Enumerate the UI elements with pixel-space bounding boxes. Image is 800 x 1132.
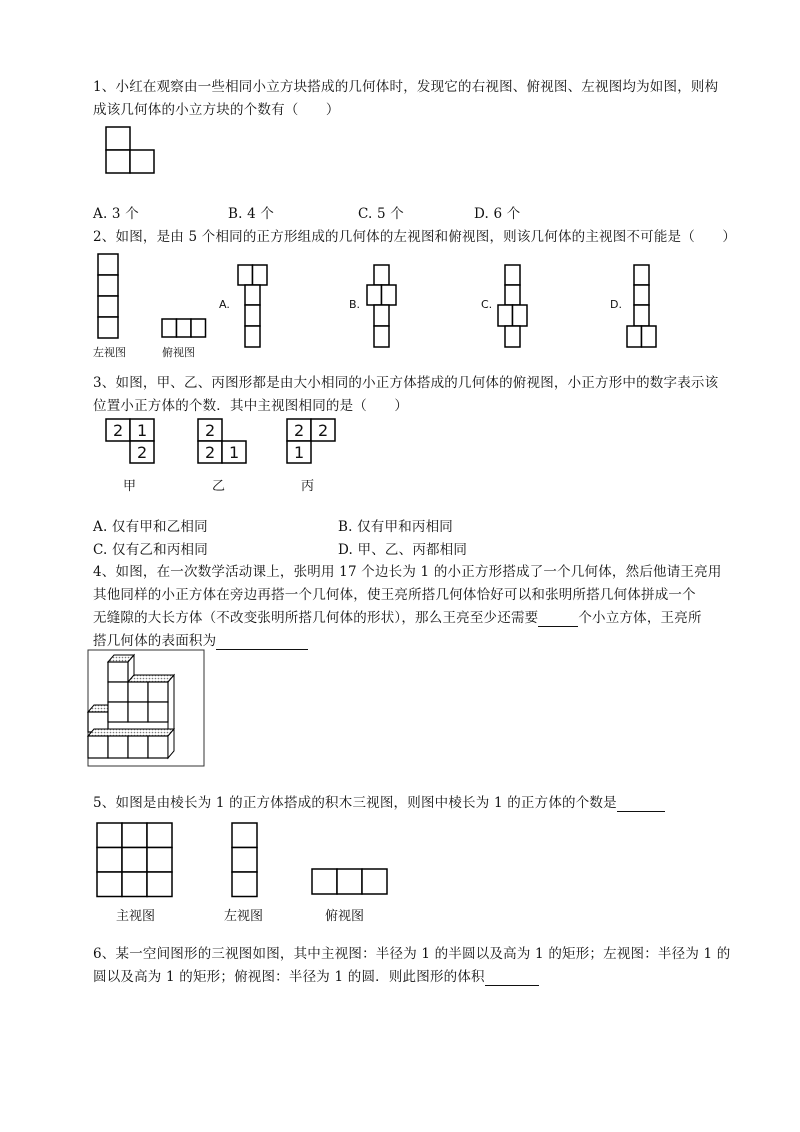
- q1-option-a: A. 3 个: [93, 206, 139, 222]
- q1-option-b: B. 4 个: [228, 206, 275, 222]
- q4-text-line1: 4、如图，在一次数学活动课上，张明用 17 个边长为 1 的小正方形搭成了一个几何体，然后他请王亮用: [93, 564, 722, 580]
- q5-top-view: [311, 868, 389, 896]
- q4-text-line4: [93, 632, 308, 650]
- q3-bing-label: 丙: [301, 479, 315, 494]
- q2-option-d-label: D.: [610, 298, 622, 311]
- q2-option-c-label: C.: [481, 298, 493, 311]
- q5-answer-blank[interactable]: [617, 797, 665, 812]
- q6-text-line2: [93, 968, 539, 986]
- q5-text-line1-start: 5、如图是由棱长为 1 的正方体搭成的积木三视图，则图中棱长为 1 的正方体的个数是: [93, 795, 617, 811]
- q6-text-line2-start: 圆以及高为 1 的矩形；俯视图：半径为 1 的圆．则此图形的体积: [93, 969, 485, 985]
- q1-option-d: D. 6 个: [474, 206, 521, 222]
- q1-view-figure: [105, 126, 157, 174]
- q3-jia-n2: 1: [137, 421, 148, 440]
- q3-option-a: A. 仅有甲和乙相同: [93, 519, 208, 535]
- q3-yi-n1: 2: [205, 421, 216, 440]
- q5-left-view-label: 左视图: [224, 909, 264, 924]
- q3-option-d: D. 甲、乙、丙都相同: [338, 542, 468, 558]
- q4-answer-blank-count[interactable]: [538, 612, 578, 627]
- q3-text-line1: 3、如图，甲、乙、丙图形都是由大小相同的小正方体搭成的几何体的俯视图，小正方形中的数字表示该: [93, 375, 719, 391]
- q2-left-view: [97, 253, 119, 339]
- q5-top-view-label: 俯视图: [325, 909, 365, 924]
- q1-text-line1: 1、小红在观察由一些相同小立方块搭成的几何体时，发现它的右视图、俯视图、左视图均为如图，则构: [93, 79, 719, 95]
- q2-left-view-label: 左视图: [93, 346, 126, 359]
- q2-text-line1: 2、如图，是由 5 个相同的正方形组成的几何体的左视图和俯视图，则该几何体的主视图不可能是（ ）: [93, 229, 737, 245]
- q4-text-line4-start: 搭几何体的表面积为: [93, 633, 217, 649]
- q3-bing-n1: 2: [294, 421, 305, 440]
- q2-option-c-figure: [497, 264, 529, 348]
- q4-text-line3: [93, 609, 702, 627]
- q3-text-line2: 位置小正方体的个数．其中主视图相同的是（ ）: [93, 398, 409, 414]
- q4-cube-stack-figure: [88, 650, 204, 766]
- q3-yi-n3: 1: [229, 443, 240, 462]
- q2-top-view: [161, 318, 207, 338]
- q2-option-b-label: B.: [349, 298, 361, 311]
- q3-option-c: C. 仅有乙和丙相同: [93, 542, 208, 558]
- q5-front-view: [96, 822, 174, 898]
- q3-yi-n2: 2: [205, 443, 216, 462]
- q5-text-line1: [93, 794, 665, 812]
- q3-bing-n2: 2: [318, 421, 329, 440]
- q2-option-b-figure: [366, 264, 398, 348]
- q5-front-view-label: 主视图: [116, 909, 156, 924]
- q2-option-d-figure: [626, 264, 658, 348]
- q2-option-a-figure: [237, 264, 269, 348]
- q6-answer-blank[interactable]: [485, 971, 539, 986]
- q3-jia-n3: 2: [137, 443, 148, 462]
- q2-top-view-label: 俯视图: [162, 346, 195, 359]
- q1-option-c: C. 5 个: [358, 206, 405, 222]
- q4-text-line2: 其他同样的小正方体在旁边再搭一个几何体，使王亮所搭几何体恰好可以和张明所搭几何体拼成一个: [93, 587, 696, 603]
- q3-jia-n1: 2: [113, 421, 124, 440]
- q3-option-b: B. 仅有甲和丙相同: [338, 519, 454, 535]
- q3-jia-label: 甲: [123, 479, 137, 494]
- q3-yi-label: 乙: [212, 479, 226, 494]
- q6-text-line1: 6、某一空间图形的三视图如图，其中主视图：半径为 1 的半圆以及高为 1 的矩形；左视图：半径为 1 的: [93, 946, 731, 962]
- q4-text-line3-start: 无缝隙的大长方体（不改变张明所搭几何体的形状），那么王亮至少还需要: [93, 610, 539, 626]
- q4-answer-blank-area[interactable]: [216, 635, 308, 650]
- q1-text-line2: 成该几何体的小立方块的个数有（ ）: [93, 102, 340, 118]
- q3-bing-n3: 1: [294, 443, 305, 462]
- q4-text-line3-end: 个小立方体，王亮所: [578, 610, 702, 626]
- q2-option-a-label: A.: [219, 298, 230, 311]
- q5-left-view: [231, 822, 259, 898]
